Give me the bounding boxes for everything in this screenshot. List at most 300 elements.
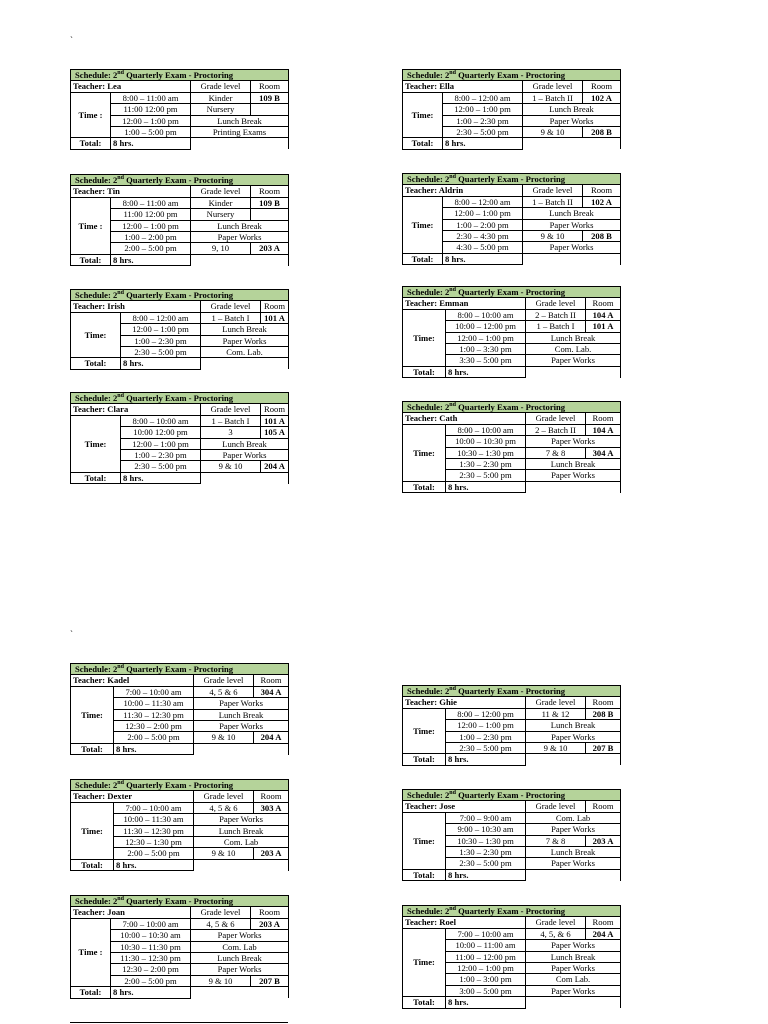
title-text: Quarterly Exam - Proctoring <box>455 70 566 80</box>
room-header: Room <box>261 301 289 312</box>
grade-level-cell: 1 – Batch I <box>526 321 586 332</box>
room-cell: 304 A <box>586 447 621 458</box>
time-slot: 1:00 – 3:00 pm <box>446 974 526 985</box>
activity-cell: Paper Works <box>526 824 621 835</box>
grade-level-header: Grade level <box>526 697 586 708</box>
total-label: Total: <box>403 366 446 377</box>
room-header: Room <box>583 81 621 92</box>
time-label: Time : <box>71 92 111 138</box>
time-slot: 2:30 – 4:30 pm <box>443 231 523 242</box>
total-label: Total: <box>403 481 446 492</box>
title-text: Schedule: 2 <box>75 664 118 674</box>
activity-cell: Paper Works <box>526 985 621 996</box>
schedule-title <box>403 906 621 917</box>
time-slot: 12:00 – 1:00 pm <box>121 324 201 335</box>
title-text: Schedule: 2 <box>75 70 118 80</box>
schedule-table-jose <box>402 789 621 881</box>
schedule-row <box>403 196 621 207</box>
time-slot: 11:00 12:00 pm <box>111 209 191 220</box>
schedule-title <box>403 402 621 413</box>
total-hours: 8 hrs. <box>114 743 194 754</box>
title-text: Quarterly Exam - Proctoring <box>123 393 234 403</box>
teacher-name: Teacher: Lea <box>71 81 191 92</box>
grade-level-header: Grade level <box>526 298 586 309</box>
grade-level-header: Grade level <box>191 186 251 197</box>
teacher-name: Teacher: Dexter <box>71 791 194 802</box>
activity-cell: Paper Works <box>526 940 621 951</box>
room-cell: 303 A <box>254 802 289 813</box>
time-slot: 12:00 – 1:00 pm <box>111 115 191 126</box>
schedule-table-emman <box>402 286 621 378</box>
room-cell: 101 A <box>586 321 621 332</box>
time-slot: 12:30 – 1:30 pm <box>114 837 194 848</box>
time-slot: 12:30 – 2:00 pm <box>114 721 194 732</box>
activity-cell: Lunch Break <box>194 825 289 836</box>
time-slot: 11:00 12:00 pm <box>111 104 191 115</box>
schedule-title <box>403 287 621 298</box>
room-cell: 207 B <box>251 975 289 986</box>
time-slot: 1:30 – 2:30 pm <box>446 459 526 470</box>
page-mark: ` <box>70 35 73 45</box>
time-slot: 8:00 – 10:00 am <box>446 309 526 320</box>
activity-cell: Paper Works <box>526 731 621 742</box>
title-superscript: nd <box>117 290 124 297</box>
room-cell: 203 A <box>254 848 289 859</box>
activity-cell: Lunch Break <box>523 208 621 219</box>
time-slot: 4:30 – 5:00 pm <box>443 242 523 253</box>
schedule-title <box>71 393 289 404</box>
activity-cell: Lunch Break <box>191 953 289 964</box>
title-superscript: nd <box>117 896 124 903</box>
title-superscript: nd <box>117 393 124 400</box>
time-label: Time: <box>403 812 446 869</box>
grade-level-header: Grade level <box>523 185 583 196</box>
time-slot: 10:00 – 10:30 am <box>111 930 191 941</box>
grade-level-cell: 4, 5 & 6 <box>194 802 254 813</box>
time-slot: 1:00 – 2:30 pm <box>121 450 201 461</box>
title-superscript: nd <box>449 906 456 913</box>
room-cell: 102 A <box>583 92 621 103</box>
total-label: Total: <box>71 358 121 369</box>
activity-cell: Com. Lab. <box>526 344 621 355</box>
time-slot: 12:00 – 1:00 pm <box>446 720 526 731</box>
schedule-title <box>403 174 621 185</box>
total-spacer <box>526 754 621 765</box>
room-cell: 101 A <box>261 415 289 426</box>
schedule-title <box>71 896 289 907</box>
time-slot: 8:00 – 12:00 am <box>443 92 523 103</box>
teacher-name: Teacher: Jose <box>403 801 526 812</box>
total-spacer <box>523 138 621 149</box>
page-mark: ` <box>70 629 73 639</box>
total-hours: 8 hrs. <box>446 481 526 492</box>
activity-cell: Paper Works <box>523 242 621 253</box>
room-cell: 203 A <box>586 835 621 846</box>
grade-level-cell: Kinder <box>191 92 251 103</box>
activity-cell: Lunch Break <box>526 720 621 731</box>
total-label: Total: <box>403 138 443 149</box>
grade-level-cell: 7 & 8 <box>526 447 586 458</box>
schedule-table-aldrin <box>402 173 621 265</box>
total-spacer <box>194 859 289 870</box>
room-header: Room <box>586 413 621 424</box>
grade-level-cell: 9 & 10 <box>191 975 251 986</box>
title-superscript: nd <box>117 664 124 671</box>
total-spacer <box>191 138 289 149</box>
schedule-table-roel <box>402 905 621 1009</box>
teacher-name: Teacher: Aldrin <box>403 185 523 196</box>
title-text: Schedule: 2 <box>75 175 118 185</box>
total-label: Total: <box>71 254 111 265</box>
teacher-name: Teacher: Emman <box>403 298 526 309</box>
time-slot: 3:00 – 5:00 pm <box>446 985 526 996</box>
schedule-title <box>71 664 289 675</box>
time-slot: 11:30 – 12:30 pm <box>114 709 194 720</box>
title-text: Quarterly Exam - Proctoring <box>123 780 234 790</box>
room-cell: 204 A <box>254 732 289 743</box>
grade-level-cell: 1 – Batch I <box>201 415 261 426</box>
time-slot: 7:00 – 10:00 am <box>114 802 194 813</box>
time-label: Time: <box>71 415 121 472</box>
time-label: Time: <box>71 802 114 859</box>
title-superscript: nd <box>449 287 456 294</box>
title-text: Quarterly Exam - Proctoring <box>123 70 234 80</box>
title-superscript: nd <box>449 790 456 797</box>
time-slot: 8:00 – 12:00 am <box>443 196 523 207</box>
time-slot: 12:00 – 1:00 pm <box>443 104 523 115</box>
title-superscript: nd <box>117 70 124 77</box>
grade-level-header: Grade level <box>526 917 586 928</box>
grade-level-header: Grade level <box>523 81 583 92</box>
room-cell: 105 A <box>261 427 289 438</box>
activity-cell: Paper Works <box>526 436 621 447</box>
grade-level-cell: 4, 5 & 6 <box>194 686 254 697</box>
time-slot: 2:30 – 5:00 pm <box>121 347 201 358</box>
room-cell <box>251 104 289 115</box>
title-text: Quarterly Exam - Proctoring <box>123 175 234 185</box>
room-cell: 104 A <box>586 309 621 320</box>
activity-cell: Paper Works <box>526 355 621 366</box>
room-header: Room <box>586 697 621 708</box>
total-hours: 8 hrs. <box>111 138 191 149</box>
time-label: Time: <box>403 928 446 996</box>
time-slot: 12:00 – 1:00 pm <box>111 220 191 231</box>
time-slot: 10:30 – 1:30 pm <box>446 447 526 458</box>
schedule-row <box>403 309 621 320</box>
time-label: Time: <box>71 312 121 358</box>
time-slot: 10:00 – 11:00 am <box>446 940 526 951</box>
grade-level-header: Grade level <box>526 801 586 812</box>
activity-cell: Paper Works <box>194 698 289 709</box>
schedule-row <box>403 92 621 103</box>
schedule-title <box>403 790 621 801</box>
title-text: Schedule: 2 <box>407 906 450 916</box>
time-label: Time: <box>403 309 446 366</box>
time-slot: 10:00 – 12:00 pm <box>446 321 526 332</box>
room-cell: 208 B <box>583 231 621 242</box>
schedule-row <box>71 92 289 103</box>
title-superscript: nd <box>449 402 456 409</box>
time-slot: 1:00 – 2:30 pm <box>443 115 523 126</box>
schedule-table-joan <box>70 895 289 999</box>
title-superscript: nd <box>117 780 124 787</box>
total-hours: 8 hrs. <box>446 997 526 1008</box>
schedule-table-kadel <box>70 663 289 755</box>
activity-cell: Lunch Break <box>526 847 621 858</box>
total-hours: 8 hrs. <box>121 358 201 369</box>
total-label: Total: <box>403 997 446 1008</box>
activity-cell: Paper Works <box>191 964 289 975</box>
time-slot: 8:00 – 10:00 am <box>121 415 201 426</box>
activity-cell: Lunch Break <box>523 104 621 115</box>
grade-level-header: Grade level <box>191 907 251 918</box>
total-spacer <box>201 472 289 483</box>
time-slot: 10:30 – 11:30 pm <box>111 941 191 952</box>
grade-level-cell: 9 & 10 <box>523 127 583 138</box>
grade-level-cell: 2 – Batch II <box>526 424 586 435</box>
activity-cell: Paper Works <box>526 963 621 974</box>
time-slot: 2:30 – 5:00 pm <box>446 470 526 481</box>
schedule-table-cath <box>402 401 621 493</box>
schedule-table-irish <box>70 289 289 370</box>
room-header: Room <box>251 186 289 197</box>
time-label: Time: <box>403 708 446 754</box>
grade-level-cell: 1 – Batch II <box>523 196 583 207</box>
total-label: Total: <box>403 754 446 765</box>
teacher-name: Teacher: Cath <box>403 413 526 424</box>
room-header: Room <box>586 298 621 309</box>
total-spacer <box>194 743 289 754</box>
time-slot: 8:00 – 10:00 am <box>446 424 526 435</box>
schedule-title <box>403 70 621 81</box>
activity-cell: Lunch Break <box>526 459 621 470</box>
time-slot: 2:30 – 5:00 pm <box>446 858 526 869</box>
grade-level-cell: 1 – Batch I <box>201 312 261 323</box>
time-slot: 1:00 – 2:00 pm <box>443 219 523 230</box>
room-cell: 102 A <box>583 196 621 207</box>
time-label: Time: <box>403 424 446 481</box>
total-hours: 8 hrs. <box>446 754 526 765</box>
title-text: Schedule: 2 <box>75 780 118 790</box>
activity-cell: Paper Works <box>194 721 289 732</box>
time-label: Time: <box>403 92 443 138</box>
grade-level-header: Grade level <box>194 791 254 802</box>
total-spacer <box>201 358 289 369</box>
grade-level-cell: 4, 5, & 6 <box>526 928 586 939</box>
activity-cell: Com. Lab <box>526 812 621 823</box>
time-slot: 2:00 – 5:00 pm <box>111 243 191 254</box>
room-header: Room <box>586 917 621 928</box>
schedule-title <box>403 686 621 697</box>
time-slot: 11:30 – 12:30 pm <box>114 825 194 836</box>
time-slot: 10:00 – 11:30 am <box>114 698 194 709</box>
schedule-row <box>71 312 289 323</box>
grade-level-header: Grade level <box>201 301 261 312</box>
total-hours: 8 hrs. <box>114 859 194 870</box>
grade-level-header: Grade level <box>201 404 261 415</box>
time-slot: 7:00 – 10:00 am <box>446 928 526 939</box>
time-label: Time : <box>71 197 111 254</box>
schedule-row <box>71 918 289 929</box>
total-hours: 8 hrs. <box>446 366 526 377</box>
time-label: Time: <box>71 686 114 743</box>
title-text: Quarterly Exam - Proctoring <box>123 290 234 300</box>
teacher-name: Teacher: Clara <box>71 404 201 415</box>
schedule-title <box>71 70 289 81</box>
time-label: Time : <box>71 918 111 986</box>
time-slot: 2:30 – 5:00 pm <box>446 743 526 754</box>
activity-cell: Lunch Break <box>191 115 289 126</box>
teacher-name: Teacher: Ella <box>403 81 523 92</box>
room-cell <box>251 209 289 220</box>
total-spacer <box>191 987 289 998</box>
time-slot: 7:00 – 10:00 am <box>111 918 191 929</box>
grade-level-cell: 9 & 10 <box>201 461 261 472</box>
grade-level-cell: 3 <box>201 427 261 438</box>
teacher-name: Teacher: Tin <box>71 186 191 197</box>
time-slot: 11:30 – 12:30 pm <box>111 953 191 964</box>
room-cell: 203 A <box>251 918 289 929</box>
room-cell: 101 A <box>261 312 289 323</box>
schedule-row <box>403 424 621 435</box>
time-slot: 7:00 – 10:00 am <box>114 686 194 697</box>
time-slot: 1:00 – 2:00 pm <box>111 232 191 243</box>
activity-cell: Lunch Break <box>201 324 289 335</box>
activity-cell: Lunch Break <box>191 220 289 231</box>
title-text: Schedule: 2 <box>407 174 450 184</box>
title-text: Quarterly Exam - Proctoring <box>123 896 234 906</box>
schedule-row <box>403 812 621 823</box>
activity-cell: Paper Works <box>194 814 289 825</box>
activity-cell: Paper Works <box>526 470 621 481</box>
activity-cell: Paper Works <box>526 858 621 869</box>
time-slot: 2:30 – 5:00 pm <box>443 127 523 138</box>
time-slot: 10:00 12:00 pm <box>121 427 201 438</box>
time-slot: 8:00 – 12:00 pm <box>446 708 526 719</box>
time-slot: 10:00 – 11:30 am <box>114 814 194 825</box>
schedule-table-ghie <box>402 685 621 766</box>
title-text: Schedule: 2 <box>407 402 450 412</box>
activity-cell: Com. Lab <box>191 941 289 952</box>
time-slot: 12:00 – 1:00 pm <box>443 208 523 219</box>
room-header: Room <box>254 675 289 686</box>
grade-level-cell: 9 & 10 <box>523 231 583 242</box>
teacher-name: Teacher: Ghie <box>403 697 526 708</box>
room-header: Room <box>583 185 621 196</box>
title-superscript: nd <box>449 174 456 181</box>
room-cell: 208 B <box>586 708 621 719</box>
activity-cell: Paper Works <box>201 335 289 346</box>
room-cell: 109 B <box>251 197 289 208</box>
time-slot: 1:00 – 2:30 pm <box>121 335 201 346</box>
title-superscript: nd <box>117 175 124 182</box>
room-cell: 104 A <box>586 424 621 435</box>
time-slot: 12:00 – 1:00 pm <box>446 963 526 974</box>
title-text: Schedule: 2 <box>75 896 118 906</box>
title-text: Quarterly Exam - Proctoring <box>455 790 566 800</box>
total-spacer <box>191 254 289 265</box>
activity-cell: Com Lab. <box>526 974 621 985</box>
room-header: Room <box>251 907 289 918</box>
activity-cell: Lunch Break <box>526 332 621 343</box>
schedule-title <box>71 780 289 791</box>
activity-cell: Paper Works <box>191 930 289 941</box>
title-text: Schedule: 2 <box>407 790 450 800</box>
total-hours: 8 hrs. <box>443 138 523 149</box>
time-slot: 2:30 – 5:00 pm <box>121 461 201 472</box>
activity-cell: Paper Works <box>201 450 289 461</box>
schedule-table-dexter <box>70 779 289 871</box>
time-slot: 1:00 – 5:00 pm <box>111 127 191 138</box>
total-hours: 8 hrs. <box>446 869 526 880</box>
schedule-row <box>71 802 289 813</box>
time-slot: 10:30 – 1:30 pm <box>446 835 526 846</box>
title-text: Quarterly Exam - Proctoring <box>455 906 566 916</box>
title-superscript: nd <box>449 70 456 77</box>
grade-level-cell: Nursery <box>191 209 251 220</box>
activity-cell: Lunch Break <box>201 438 289 449</box>
time-slot: 2:00 – 5:00 pm <box>114 848 194 859</box>
total-label: Total: <box>71 743 114 754</box>
title-text: Schedule: 2 <box>75 290 118 300</box>
time-slot: 12:00 – 1:00 pm <box>121 438 201 449</box>
teacher-name: Teacher: Irish <box>71 301 201 312</box>
room-cell: 204 A <box>586 928 621 939</box>
grade-level-cell: 11 & 12 <box>526 708 586 719</box>
title-superscript: nd <box>449 686 456 693</box>
activity-cell: Paper Works <box>523 115 621 126</box>
schedule-table-lea <box>70 69 289 150</box>
room-cell: 304 A <box>254 686 289 697</box>
title-text: Quarterly Exam - Proctoring <box>455 686 566 696</box>
schedule-title <box>71 175 289 186</box>
title-text: Quarterly Exam - Proctoring <box>455 287 566 297</box>
room-header: Room <box>261 404 289 415</box>
grade-level-header: Grade level <box>191 81 251 92</box>
time-slot: 3:30 – 5:00 pm <box>446 355 526 366</box>
time-slot: 2:00 – 5:00 pm <box>114 732 194 743</box>
activity-cell: Com. Lab. <box>201 347 289 358</box>
room-cell: 203 A <box>251 243 289 254</box>
time-slot: 8:00 – 12:00 am <box>121 312 201 323</box>
total-label: Total: <box>403 253 443 264</box>
activity-cell: Lunch Break <box>526 951 621 962</box>
grade-level-cell: 2 – Batch II <box>526 309 586 320</box>
teacher-name: Teacher: Roel <box>403 917 526 928</box>
total-label: Total: <box>71 987 111 998</box>
total-hours: 8 hrs. <box>121 472 201 483</box>
grade-level-header: Grade level <box>194 675 254 686</box>
schedule-title <box>71 290 289 301</box>
total-label: Total: <box>403 869 446 880</box>
total-label: Total: <box>71 138 111 149</box>
room-cell: 109 B <box>251 92 289 103</box>
schedule-table-clara <box>70 392 289 484</box>
title-text: Quarterly Exam - Proctoring <box>123 664 234 674</box>
teacher-name: Teacher: Kadel <box>71 675 194 686</box>
activity-cell: Com. Lab <box>194 837 289 848</box>
grade-level-cell: 7 & 8 <box>526 835 586 846</box>
page-cut-line <box>70 1022 288 1023</box>
grade-level-cell: Nursery <box>191 104 251 115</box>
activity-cell: Paper Works <box>191 232 289 243</box>
time-slot: 8:00 – 11:00 am <box>111 92 191 103</box>
grade-level-cell: 9 & 10 <box>526 743 586 754</box>
title-text: Schedule: 2 <box>407 686 450 696</box>
grade-level-cell: 4, 5 & 6 <box>191 918 251 929</box>
schedule-table-tin <box>70 174 289 266</box>
title-text: Schedule: 2 <box>75 393 118 403</box>
